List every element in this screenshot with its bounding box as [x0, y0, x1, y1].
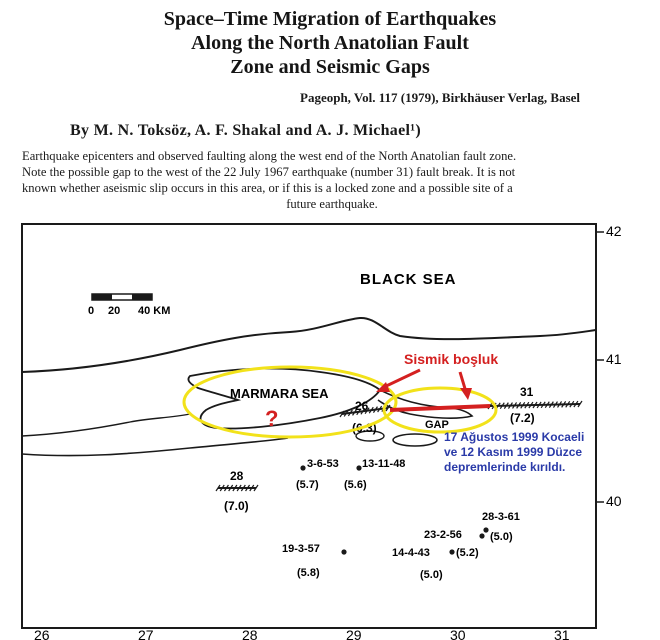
event-31-date: 31	[520, 385, 534, 399]
epicenter-23-2-56	[479, 533, 484, 538]
blue-annotation-line-3: depremlerinde kırıldı.	[444, 460, 566, 474]
event-28-3-61-date: 28-3-61	[482, 511, 520, 523]
event-26-magnitude: (6.3)	[352, 421, 377, 435]
event-23-2-56-magnitude: (5.2)	[456, 547, 479, 559]
caption-line-4: future earthquake.	[286, 197, 378, 211]
red-arrow-left	[376, 370, 420, 392]
ruptured-segment-line	[390, 406, 490, 410]
scale-tick-0: 0	[88, 305, 95, 317]
scale-bar	[92, 294, 152, 300]
marmara-sea-label: MARMARA SEA	[230, 386, 329, 401]
lat-tick-42: 42	[606, 223, 622, 239]
lon-tick-31: 31	[554, 627, 570, 640]
epicenter-14-4-43	[449, 549, 454, 554]
blue-annotation-line-1: 17 Ağustos 1999 Kocaeli	[444, 430, 585, 444]
paper-title-line-1: Space–Time Migration of Earthquakes	[163, 8, 497, 30]
epicenter-13-11-48	[356, 465, 361, 470]
lon-tick-27: 27	[138, 627, 154, 640]
question-mark: ?	[265, 406, 279, 431]
fault-break-31-hatch	[488, 401, 582, 409]
event-13-11-48-date: 13-11-48	[362, 458, 406, 470]
lon-tick-30: 30	[450, 627, 466, 640]
paper-title-line-2: Along the North Anatolian Fault	[191, 32, 469, 54]
epicenter-19-3-57	[341, 549, 346, 554]
event-14-4-43-magnitude: (5.0)	[420, 569, 443, 581]
event-3-6-53-magnitude: (5.7)	[296, 479, 319, 491]
black-sea-label: BLACK SEA	[360, 271, 457, 288]
caption-line-2: Note the possible gap to the west of the 22 July 1967 earthquake (number 31) fault break. It is not	[22, 165, 516, 179]
event-14-4-43-date: 14-4-43	[392, 547, 430, 559]
paper-title-line-3: Zone and Seismic Gaps	[230, 56, 430, 78]
lon-tick-29: 29	[346, 627, 362, 640]
event-13-11-48-magnitude: (5.6)	[344, 479, 367, 491]
south-coastline	[22, 438, 288, 456]
event-28-magnitude: (7.0)	[224, 499, 249, 513]
blue-annotation-line-2: ve 12 Kasım 1999 Düzce	[444, 445, 583, 459]
event-28-3-61-magnitude: (5.0)	[490, 531, 513, 543]
caption-line-1: Earthquake epicenters and observed faulting along the west end of the North Anatolian fault zone.	[22, 149, 517, 163]
event-19-3-57-date: 19-3-57	[282, 543, 320, 555]
lon-tick-28: 28	[242, 627, 258, 640]
sismik-bosluk-label: Sismik boşluk	[404, 351, 499, 367]
caption-line-3: known whether aseismic slip occurs in this area, or if this is a locked zone and a possible site of a	[22, 181, 513, 195]
lat-tick-41: 41	[606, 351, 622, 367]
blue-annotation	[444, 430, 634, 475]
scale-tick-20: 20	[108, 305, 121, 317]
event-28-date: 28	[230, 469, 244, 483]
epicenter-3-6-53	[300, 465, 305, 470]
lon-tick-26: 26	[34, 627, 50, 640]
event-23-2-56-date: 23-2-56	[424, 529, 462, 541]
black-sea-coastline	[22, 318, 596, 372]
epicenter-28-3-61	[483, 527, 488, 532]
scale-tick-40: 40 KM	[138, 305, 171, 317]
authors: By M. N. Toksöz, A. F. Shakal and A. J. Michael¹)	[70, 122, 421, 139]
event-26-date: 26	[355, 399, 369, 413]
citation: Pageoph, Vol. 117 (1979), Birkhäuser Verlag, Basel	[300, 90, 581, 105]
lat-tick-40: 40	[606, 493, 622, 509]
sapanca-lake	[393, 434, 437, 446]
event-31-magnitude: (7.2)	[510, 411, 535, 425]
gap-label: GAP	[425, 419, 449, 431]
western-coastline	[22, 414, 190, 436]
event-3-6-53-date: 3-6-53	[307, 458, 339, 470]
event-19-3-57-magnitude: (5.8)	[297, 567, 320, 579]
red-arrow-down	[460, 372, 472, 400]
